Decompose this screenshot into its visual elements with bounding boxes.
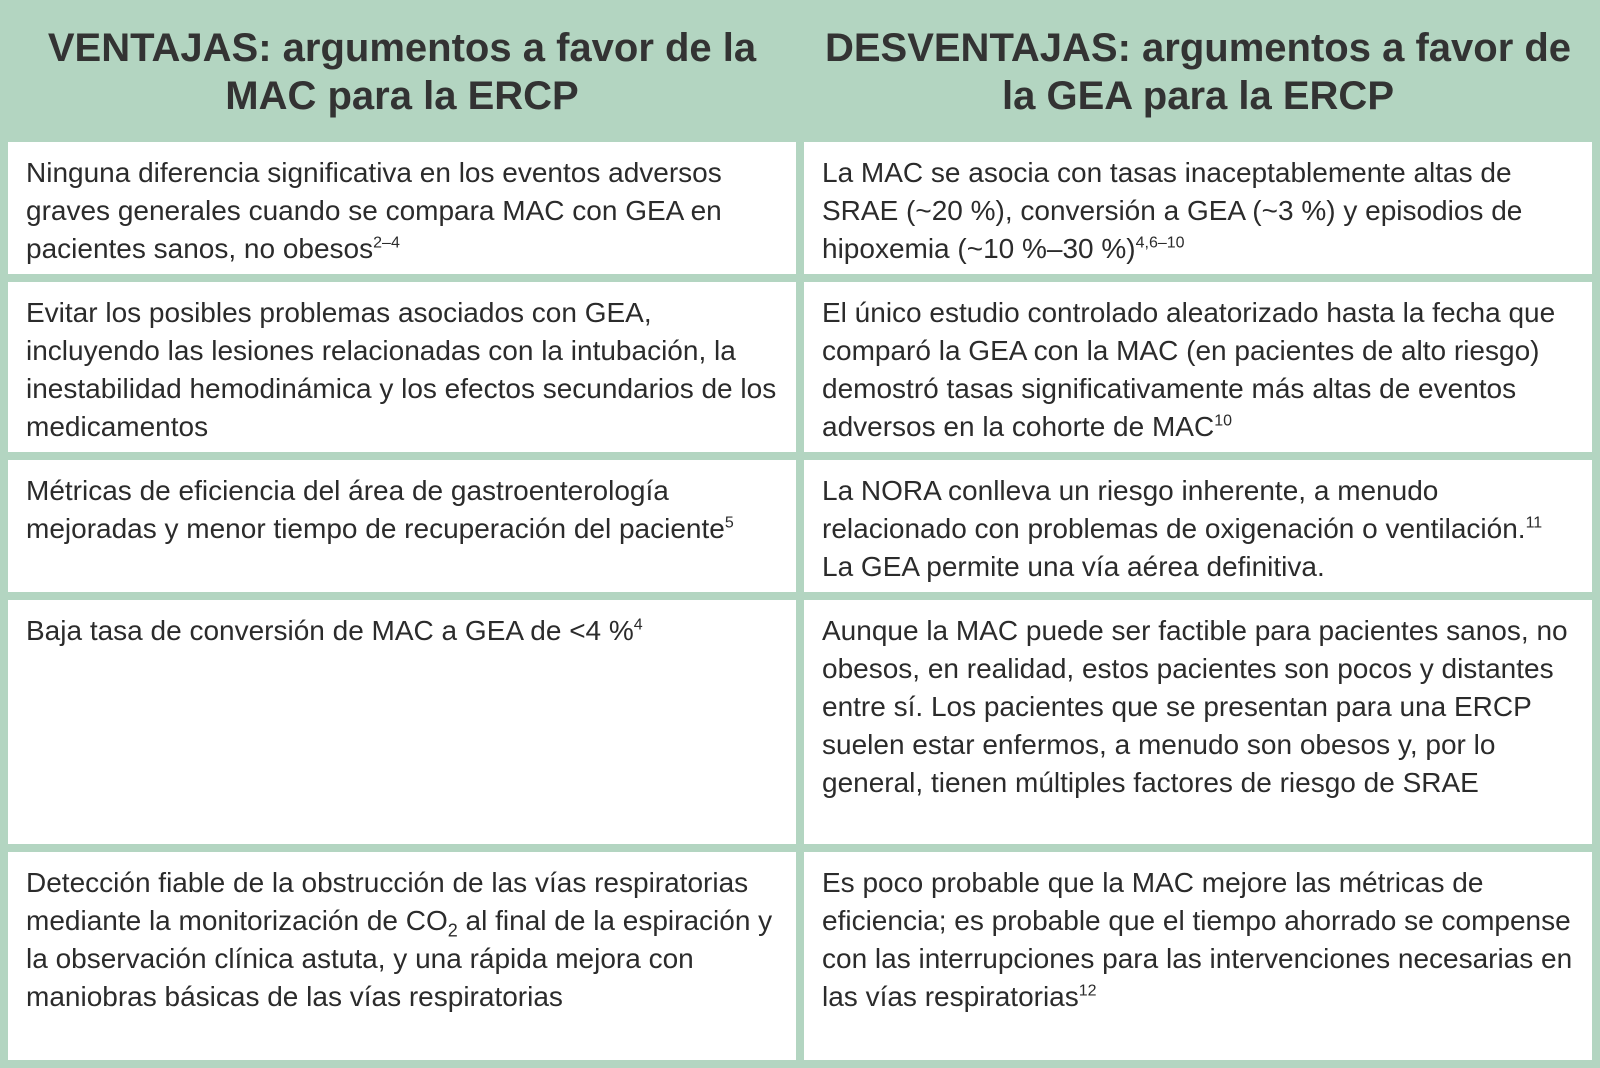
cell-text: Baja tasa de conversión de MAC a GEA de <4 % (26, 615, 634, 646)
reference-superscript: 11 (1525, 514, 1543, 532)
cell-text: Es poco probable que la MAC mejore las métricas de eficiencia; es probable que el tiempo ahorrado se compense con las interrupciones para las intervenciones necesarias en las vías respiratorias (822, 867, 1573, 1012)
header-disadvantages: DESVENTAJAS: argumentos a favor de la GEA para la ERCP (804, 8, 1592, 134)
advantage-cell (8, 282, 796, 452)
advantage-cell (8, 460, 796, 592)
disadvantage-cell (804, 282, 1592, 452)
cell-text: Detección fiable de la obstrucción de las vías respiratorias mediante la monitorización de CO (26, 867, 749, 936)
disadvantage-cell (804, 460, 1592, 592)
table-header-row (8, 8, 1592, 134)
table-row (8, 142, 1592, 274)
reference-superscript: 4 (633, 616, 643, 634)
disadvantage-cell (804, 852, 1592, 1060)
cell-text: La GEA permite una vía aérea definitiva. (822, 551, 1325, 582)
advantage-cell (8, 142, 796, 274)
header-advantages: VENTAJAS: argumentos a favor de la MAC para la ERCP (8, 8, 796, 134)
cell-text: Métricas de eficiencia del área de gastroenterología mejoradas y menor tiempo de recuperación del paciente (26, 475, 725, 544)
cell-text: El único estudio controlado aleatorizado hasta la fecha que comparó la GEA con la MAC (en pacientes de alto riesgo) demostró tasas significativamente más altas de eventos adversos en la cohorte de MAC (822, 297, 1556, 442)
disadvantage-cell (804, 600, 1592, 844)
reference-superscript: 10 (1214, 412, 1233, 430)
table-row (8, 852, 1592, 1060)
cell-text: al final de la espiración y la observación clínica astuta, y una rápida mejora con maniobras básicas de las vías respiratorias (26, 905, 773, 1012)
reference-superscript: 5 (724, 514, 734, 532)
cell-text: Evitar los posibles problemas asociados con GEA, incluyendo las lesiones relacionadas con la intubación, la inestabilidad hemodinámica y los efectos secundarios de los medicamentos (26, 297, 777, 442)
table-row (8, 600, 1592, 844)
cell-text: Ninguna diferencia significativa en los eventos adversos graves generales cuando se compara MAC con GEA en pacientes sanos, no obesos (26, 157, 722, 264)
cell-text: La NORA conlleva un riesgo inherente, a menudo relacionado con problemas de oxigenación o ventilación. (822, 475, 1526, 544)
table-row (8, 282, 1592, 452)
advantage-cell (8, 852, 796, 1060)
cell-text: La MAC se asocia con tasas inaceptablemente altas de SRAE (~20 %), conversión a GEA (~3 %) y episodios de hipoxemia (~10 %–30 %) (822, 157, 1523, 264)
table-row (8, 460, 1592, 592)
reference-superscript: 12 (1078, 982, 1097, 1000)
advantage-cell (8, 600, 796, 844)
cell-text: Aunque la MAC puede ser factible para pacientes sanos, no obesos, en realidad, estos pacientes son pocos y distantes entre sí. Los pacientes que se presentan para una ERCP suelen estar enfermos, a menudo son obesos y, por lo general, tienen múltiples factores de riesgo de SRAE (822, 615, 1568, 798)
subscript-two: 2 (447, 920, 458, 941)
disadvantage-cell (804, 142, 1592, 274)
reference-superscript: 2–4 (373, 234, 400, 252)
reference-superscript: 4,6–10 (1135, 234, 1185, 252)
